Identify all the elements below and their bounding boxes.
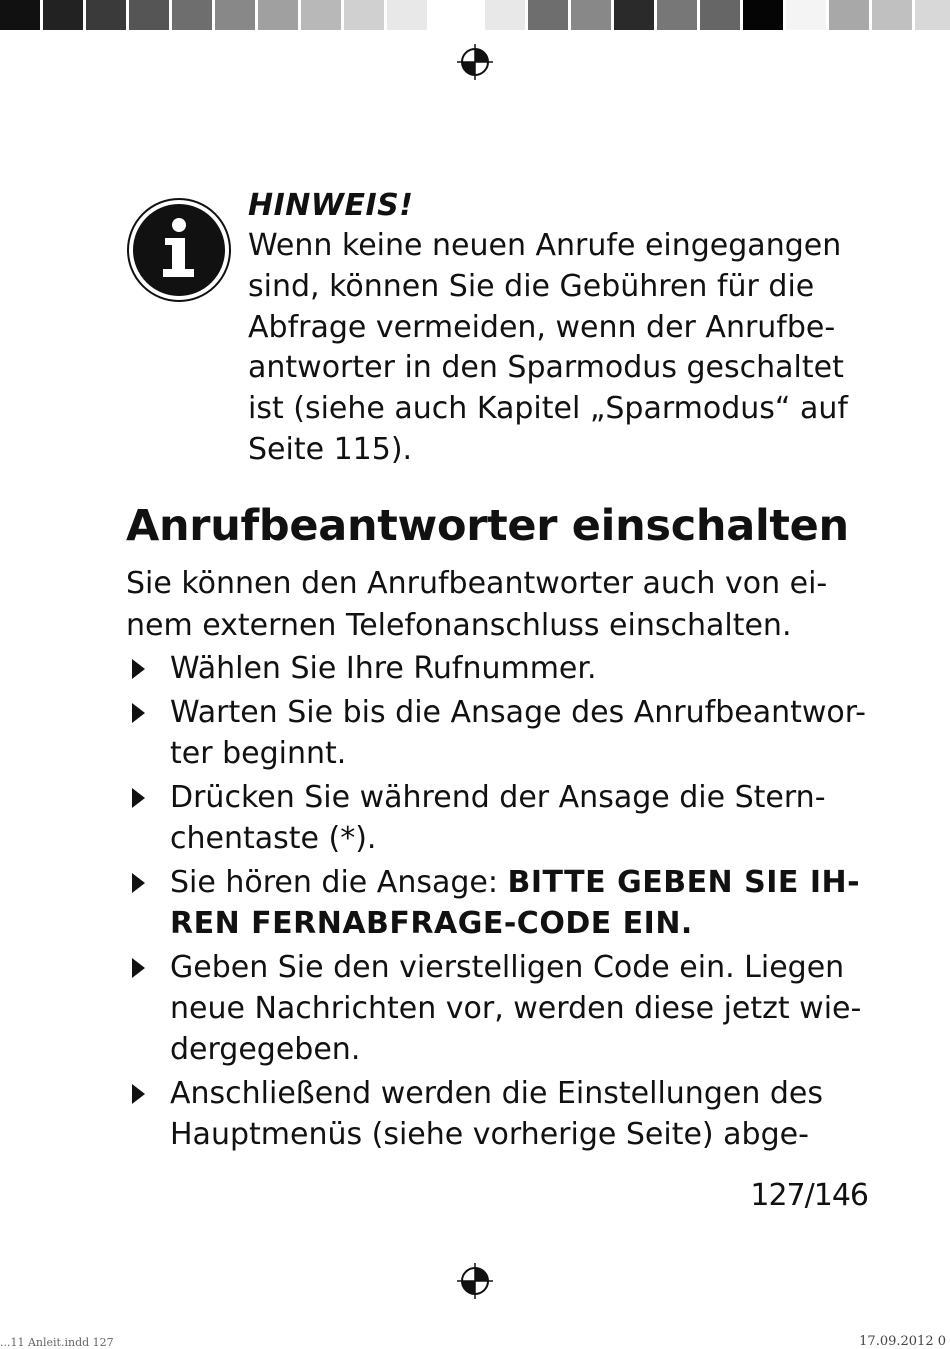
color-swatch <box>215 0 255 30</box>
color-calibration-bar-left <box>0 0 470 30</box>
color-swatch <box>743 0 783 30</box>
color-swatch <box>172 0 212 30</box>
step-line: Warten Sie bis die Ansage des Anrufbeantwor- <box>170 695 867 730</box>
color-swatch <box>829 0 869 30</box>
color-swatch <box>86 0 126 30</box>
footer-date-slug: 17.09.2012 0 <box>859 1334 946 1349</box>
step-prefix: Sie hören die Ansage: <box>170 865 508 900</box>
announcement-text: BITTE GEBEN SIE IH- <box>507 865 861 900</box>
hint-line: Abfrage vermeiden, wenn der Anrufbe- <box>248 309 836 345</box>
color-swatch <box>258 0 298 30</box>
footer-file-slug: ...11 Anleit.indd 127 <box>0 1336 114 1349</box>
step-item <box>126 1073 866 1155</box>
step-arrow-icon <box>132 958 145 978</box>
step-item <box>126 648 866 689</box>
announcement-text: REN FERNABFRAGE-CODE EIN. <box>170 906 693 941</box>
page-number: 127/146 <box>750 1178 868 1213</box>
step-arrow-icon <box>132 788 145 808</box>
registration-mark-top-icon <box>457 44 493 80</box>
color-swatch <box>485 0 525 30</box>
color-swatch <box>786 0 826 30</box>
color-swatch <box>344 0 384 30</box>
color-calibration-bar-right <box>485 0 950 30</box>
hint-line: sind, können Sie die Gebühren für die <box>248 268 815 304</box>
color-swatch <box>129 0 169 30</box>
instruction-steps <box>126 648 866 1158</box>
step-line: Anschließend werden die Einstellungen des <box>170 1076 823 1111</box>
color-swatch <box>657 0 697 30</box>
step-arrow-icon <box>132 659 145 679</box>
color-swatch <box>387 0 427 30</box>
step-item <box>126 947 866 1070</box>
hint-line: Seite 115). <box>248 431 413 467</box>
intro-paragraph <box>126 563 827 647</box>
step-line: neue Nachrichten vor, werden diese jetzt wie- <box>170 991 862 1026</box>
color-swatch <box>872 0 912 30</box>
hint-line: Wenn keine neuen Anrufe eingegangen <box>248 228 842 263</box>
color-swatch <box>700 0 740 30</box>
color-swatch <box>528 0 568 30</box>
step-arrow-icon <box>132 703 145 723</box>
color-swatch <box>0 0 40 30</box>
color-swatch <box>301 0 341 30</box>
hint-title: HINWEIS! <box>248 188 414 223</box>
registration-mark-bottom-icon <box>457 1263 493 1299</box>
color-swatch <box>430 0 470 30</box>
step-arrow-icon <box>132 873 145 893</box>
hint-box <box>248 186 888 471</box>
info-icon <box>126 197 232 303</box>
section-heading: Anrufbeantworter einschalten <box>126 501 849 551</box>
color-swatch <box>43 0 83 30</box>
step-item <box>126 777 866 859</box>
step-line: Drücken Sie während der Ansage die Stern- <box>170 780 826 815</box>
hint-line: antworter in den Sparmodus geschaltet <box>248 350 844 386</box>
step-item <box>126 692 866 774</box>
color-swatch <box>571 0 611 30</box>
color-swatch <box>915 0 950 30</box>
step-line <box>170 862 866 903</box>
intro-line: nem externen Telefonanschluss einschalten. <box>126 608 792 643</box>
step-line: ter beginnt. <box>170 736 347 771</box>
step-line: dergegeben. <box>170 1032 361 1067</box>
intro-line: Sie können den Anrufbeantworter auch von ei- <box>126 566 828 601</box>
step-line: chentaste (*). <box>170 821 377 856</box>
step-line: Geben Sie den vierstelligen Code ein. Liegen <box>170 950 845 985</box>
step-line: Wählen Sie Ihre Rufnummer. <box>170 651 597 686</box>
step-item <box>126 862 866 944</box>
step-line: Hauptmenüs (siehe vorherige Seite) abge- <box>170 1117 809 1152</box>
color-swatch <box>614 0 654 30</box>
step-arrow-icon <box>132 1084 145 1104</box>
hint-line: ist (siehe auch Kapitel „Sparmodus“ auf <box>248 391 848 427</box>
